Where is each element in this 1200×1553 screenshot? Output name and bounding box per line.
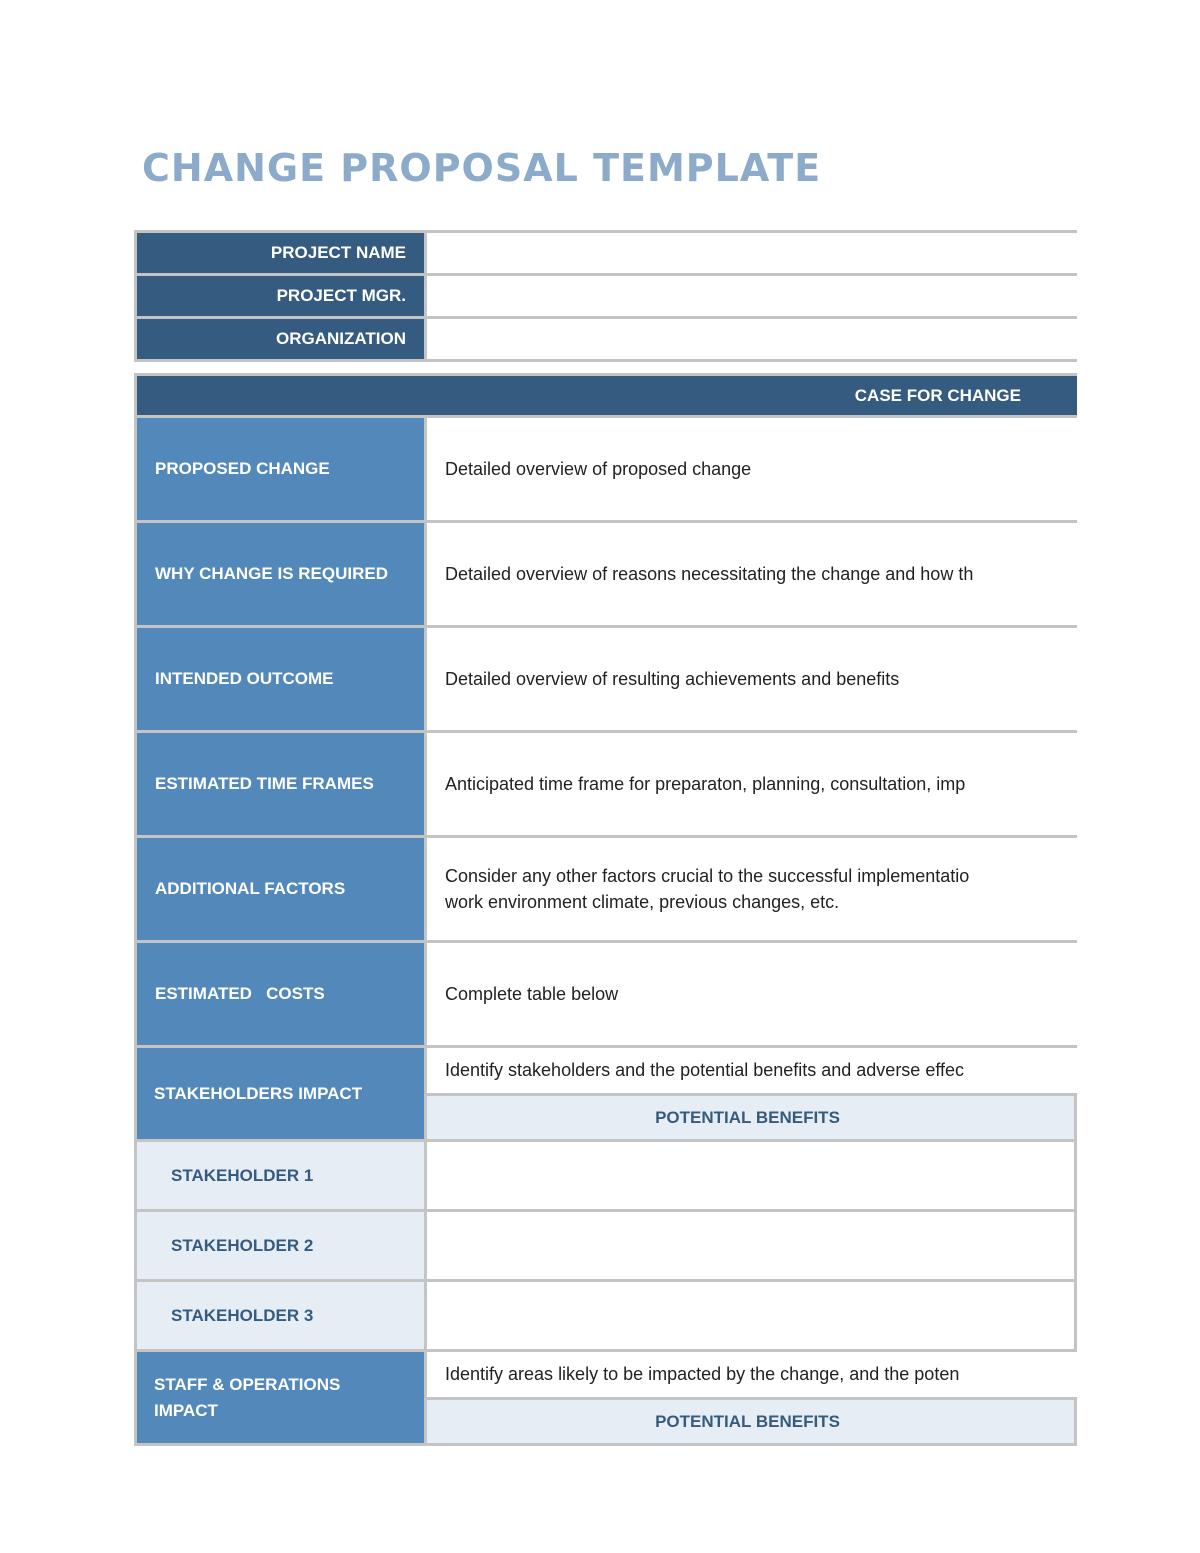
additional-factors-field[interactable] [427,838,1077,940]
project-manager-label: PROJECT MGR. [134,276,427,316]
project-manager-row [134,273,1077,316]
staff-operations-impact-text[interactable]: Identify areas likely to be impacted by the change, and the poten [445,1364,960,1384]
stakeholder-row [134,1282,1077,1352]
organization-label: ORGANIZATION [134,319,427,359]
why-change-label: WHY CHANGE IS REQUIRED [134,523,427,625]
stakeholder-3-benefits-field[interactable] [427,1282,1077,1349]
stakeholder-1-label: STAKEHOLDER 1 [134,1142,427,1209]
project-name-field[interactable] [427,233,1077,273]
time-frames-row [134,733,1077,838]
proposed-change-row [134,418,1077,523]
project-name-row [134,230,1077,273]
staff-operations-label-line-1: STAFF & OPERATIONS [154,1374,341,1394]
staff-operations-impact-row [134,1352,1077,1446]
stakeholder-2-label: STAKEHOLDER 2 [134,1212,427,1279]
staff-operations-impact-cell [427,1352,1077,1443]
estimated-costs-row [134,943,1077,1048]
estimated-costs-label: ESTIMATED COSTS [134,943,427,1045]
page-title: CHANGE PROPOSAL TEMPLATE [142,146,822,190]
additional-factors-row [134,838,1077,943]
additional-factors-line-2: work environment climate, previous changes, etc. [445,892,840,912]
staff-operations-benefits-header: POTENTIAL BENEFITS [427,1397,1077,1443]
intended-outcome-row [134,628,1077,733]
time-frames-label: ESTIMATED TIME FRAMES [134,733,427,835]
stakeholders-impact-row [134,1048,1077,1142]
time-frames-field[interactable]: Anticipated time frame for preparaton, planning, consultation, imp [445,773,966,794]
proposed-change-label: PROPOSED CHANGE [134,418,427,520]
stakeholder-1-benefits-field[interactable] [427,1142,1077,1209]
organization-field[interactable] [427,319,1077,359]
stakeholder-row [134,1212,1077,1282]
project-name-label: PROJECT NAME [134,233,427,273]
why-change-row [134,523,1077,628]
intended-outcome-label: INTENDED OUTCOME [134,628,427,730]
additional-factors-line-1: Consider any other factors crucial to the successful implementatio [445,866,970,886]
proposed-change-field[interactable]: Detailed overview of proposed change [445,458,752,479]
project-info-table [134,230,1077,362]
staff-operations-label-line-2: IMPACT [154,1400,218,1420]
stakeholders-benefits-header: POTENTIAL BENEFITS [427,1093,1077,1139]
organization-row [134,316,1077,362]
intended-outcome-field[interactable]: Detailed overview of resulting achievements and benefits [445,668,900,689]
additional-factors-label: ADDITIONAL FACTORS [134,838,427,940]
stakeholders-impact-text[interactable]: Identify stakeholders and the potential benefits and adverse effec [445,1060,965,1080]
staff-operations-impact-label [134,1352,427,1443]
stakeholders-impact-cell [427,1048,1077,1139]
stakeholder-2-benefits-field[interactable] [427,1212,1077,1279]
stakeholders-impact-label: STAKEHOLDERS IMPACT [134,1048,427,1139]
why-change-field[interactable]: Detailed overview of reasons necessitating the change and how th [445,563,974,584]
project-manager-field[interactable] [427,276,1077,316]
stakeholder-3-label: STAKEHOLDER 3 [134,1282,427,1349]
case-for-change-table [134,373,1077,1446]
case-for-change-header: CASE FOR CHANGE [134,373,1077,418]
stakeholder-row [134,1142,1077,1212]
estimated-costs-field[interactable]: Complete table below [445,983,619,1004]
